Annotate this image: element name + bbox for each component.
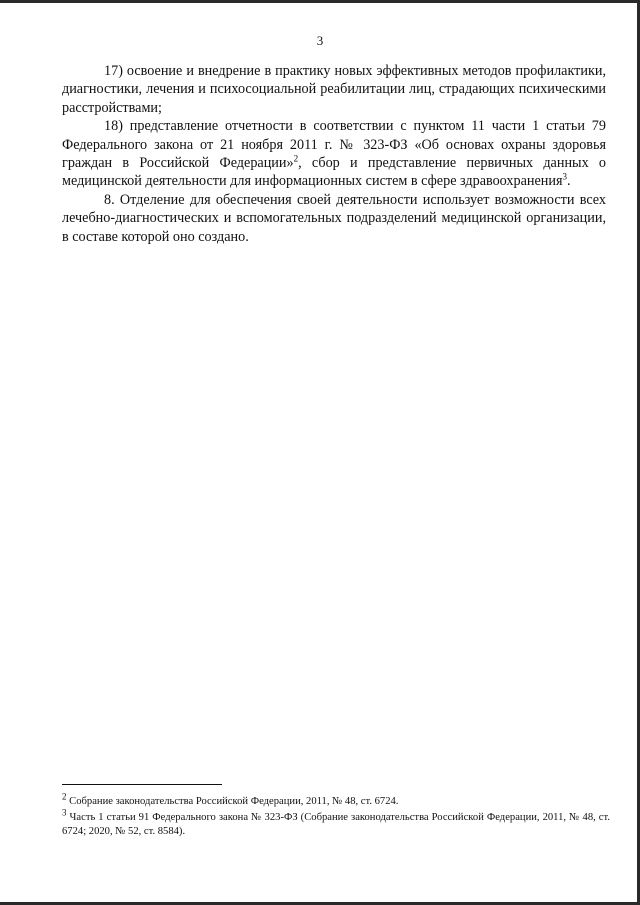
- paragraph-item-17: 17) освоение и внедрение в практику новых эффективных методов профилактики, диагностики, лечения и психосоциальной реабилитации лиц, страдающих психическими расстройствами;: [62, 63, 606, 116]
- footnote-item: [62, 791, 610, 809]
- paragraph-text: .: [567, 173, 571, 190]
- footnote-item: [62, 807, 610, 839]
- footnote-reference: 3: [562, 171, 568, 182]
- page-number: 3: [316, 33, 324, 48]
- paragraph-text: , сбор и представление первичных данных о медицинской деятельности для информационных систем в сфере здравоохранения: [62, 155, 607, 190]
- footnote-text: Собрание законодательства Российской Федерации, 2011, № 48, ст. 6724.: [69, 796, 399, 807]
- footnote-separator: [62, 784, 222, 785]
- footnote-marker: 2: [62, 791, 67, 802]
- paragraph-section-8: 8. Отделение для обеспечения своей деятельности использует возможности всех лечебно-диагностических и вспомогательных подразделений медицинской организации, в составе которой оно создано.: [62, 191, 606, 245]
- footnote-marker: 3: [62, 807, 67, 818]
- paragraph-item-18: [62, 117, 606, 191]
- footnote-text: Часть 1 статьи 91 Федерального закона № 323-ФЗ (Собрание законодательства Российской Федерации, 2011, № 48, ст. 6724; 2020, № 52, ст. 8584).: [62, 811, 610, 837]
- footnotes: [62, 791, 610, 838]
- scan-edge-top: [0, 0, 640, 3]
- footnote-reference: 2: [293, 153, 299, 164]
- document-body: [62, 62, 606, 246]
- paragraph-text: 18) представление отчетности в соответствии с пунктом 11 части 1 статьи 79 Федерального закона от 21 ноября 2011 г. № 323-ФЗ «Об основах охраны здоровья граждан в Российской Федерации»: [62, 118, 606, 172]
